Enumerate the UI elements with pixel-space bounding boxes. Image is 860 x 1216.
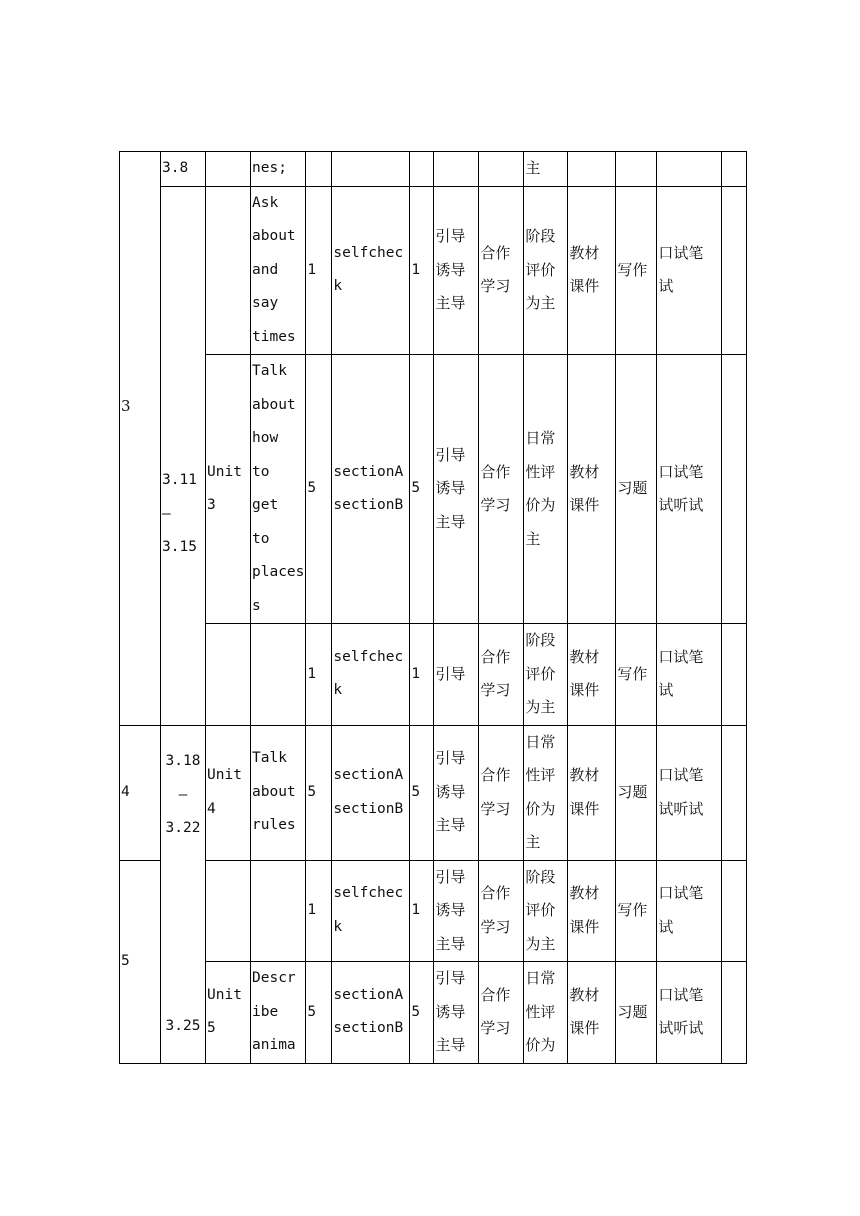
method-cell	[434, 152, 479, 187]
resource-cell: 教材 课件	[568, 624, 616, 726]
week-cell: 5	[120, 860, 161, 1063]
notes-cell	[722, 725, 747, 860]
hours-cell: 5	[306, 962, 332, 1064]
homework-cell	[616, 152, 657, 187]
section-cell: sectionA sectionB	[332, 725, 410, 860]
assessment-cell: 口试笔 试	[657, 186, 722, 355]
learning-cell	[479, 152, 524, 187]
notes-cell	[722, 962, 747, 1064]
method-cell: 引导 诱导 主导	[434, 860, 479, 962]
notes-cell	[722, 355, 747, 624]
homework-cell: 习题	[616, 962, 657, 1064]
content-cell: Talk about how to get to places s	[251, 355, 306, 624]
hours2-cell: 5	[410, 725, 434, 860]
resource-cell: 教材 课件	[568, 355, 616, 624]
method-cell: 引导	[434, 624, 479, 726]
learning-cell: 合作 学习	[479, 860, 524, 962]
unit-cell	[206, 152, 251, 187]
table-row	[120, 624, 747, 726]
content-cell: nes;	[251, 152, 306, 187]
hours2-cell	[410, 152, 434, 187]
assessment-cell: 口试笔 试听试	[657, 355, 722, 624]
teaching-schedule-table	[119, 151, 747, 1064]
homework-cell: 写作	[616, 186, 657, 355]
evaluation-cell: 主	[524, 152, 568, 187]
table-row	[120, 186, 747, 355]
unit-cell: Unit 3	[206, 355, 251, 624]
unit-cell: Unit 5	[206, 962, 251, 1064]
evaluation-cell: 阶段 评价 为主	[524, 186, 568, 355]
week-cell: 4	[120, 725, 161, 860]
assessment-cell	[657, 152, 722, 187]
table-row	[120, 152, 747, 187]
learning-cell: 合作 学习	[479, 355, 524, 624]
learning-cell: 合作 学习	[479, 962, 524, 1064]
assessment-cell: 口试笔 试听试	[657, 725, 722, 860]
method-cell: 引导 诱导 主导	[434, 186, 479, 355]
resource-cell: 教材 课件	[568, 186, 616, 355]
date-cell: 3.8	[161, 152, 206, 187]
assessment-cell: 口试笔 试听试	[657, 962, 722, 1064]
homework-cell: 习题	[616, 725, 657, 860]
notes-cell	[722, 624, 747, 726]
hours-cell: 1	[306, 624, 332, 726]
section-cell: selfchec k	[332, 186, 410, 355]
notes-cell	[722, 860, 747, 962]
hours-cell: 1	[306, 186, 332, 355]
notes-cell	[722, 186, 747, 355]
table-row	[120, 725, 747, 860]
week-cell: 3	[120, 152, 161, 726]
date-cell: 3.18 – 3.22 3.25	[161, 725, 206, 1063]
hours-cell: 5	[306, 355, 332, 624]
table-row	[120, 860, 747, 962]
hours2-cell: 1	[410, 860, 434, 962]
unit-cell	[206, 186, 251, 355]
hours-cell: 1	[306, 860, 332, 962]
notes-cell	[722, 152, 747, 187]
section-cell: sectionA sectionB	[332, 962, 410, 1064]
homework-cell: 写作	[616, 860, 657, 962]
section-cell: sectionA sectionB	[332, 355, 410, 624]
learning-cell: 合作 学习	[479, 186, 524, 355]
content-cell: Descr ibe anima	[251, 962, 306, 1064]
hours2-cell: 5	[410, 962, 434, 1064]
resource-cell: 教材 课件	[568, 962, 616, 1064]
hours-cell: 5	[306, 725, 332, 860]
resource-cell: 教材 课件	[568, 725, 616, 860]
homework-cell: 习题	[616, 355, 657, 624]
evaluation-cell: 阶段 评价 为主	[524, 860, 568, 962]
table-row	[120, 355, 747, 624]
assessment-cell: 口试笔 试	[657, 860, 722, 962]
evaluation-cell: 日常 性评 价为 主	[524, 355, 568, 624]
unit-cell	[206, 624, 251, 726]
section-cell: selfchec k	[332, 860, 410, 962]
hours2-cell: 1	[410, 624, 434, 726]
content-cell: Talk about rules	[251, 725, 306, 860]
evaluation-cell: 阶段 评价 为主	[524, 624, 568, 726]
date-cell: 3.11 – 3.15	[161, 186, 206, 725]
method-cell: 引导 诱导 主导	[434, 962, 479, 1064]
evaluation-cell: 日常 性评 价为 主	[524, 725, 568, 860]
homework-cell: 写作	[616, 624, 657, 726]
unit-cell: Unit 4	[206, 725, 251, 860]
learning-cell: 合作 学习	[479, 725, 524, 860]
learning-cell: 合作 学习	[479, 624, 524, 726]
hours-cell	[306, 152, 332, 187]
unit-cell	[206, 860, 251, 962]
assessment-cell: 口试笔 试	[657, 624, 722, 726]
method-cell: 引导 诱导 主导	[434, 355, 479, 624]
section-cell	[332, 152, 410, 187]
resource-cell: 教材 课件	[568, 860, 616, 962]
resource-cell	[568, 152, 616, 187]
hours2-cell: 5	[410, 355, 434, 624]
table-row	[120, 962, 747, 1064]
evaluation-cell: 日常 性评 价为	[524, 962, 568, 1064]
content-cell: Ask about and say times	[251, 186, 306, 355]
content-cell	[251, 860, 306, 962]
content-cell	[251, 624, 306, 726]
section-cell: selfchec k	[332, 624, 410, 726]
method-cell: 引导 诱导 主导	[434, 725, 479, 860]
hours2-cell: 1	[410, 186, 434, 355]
